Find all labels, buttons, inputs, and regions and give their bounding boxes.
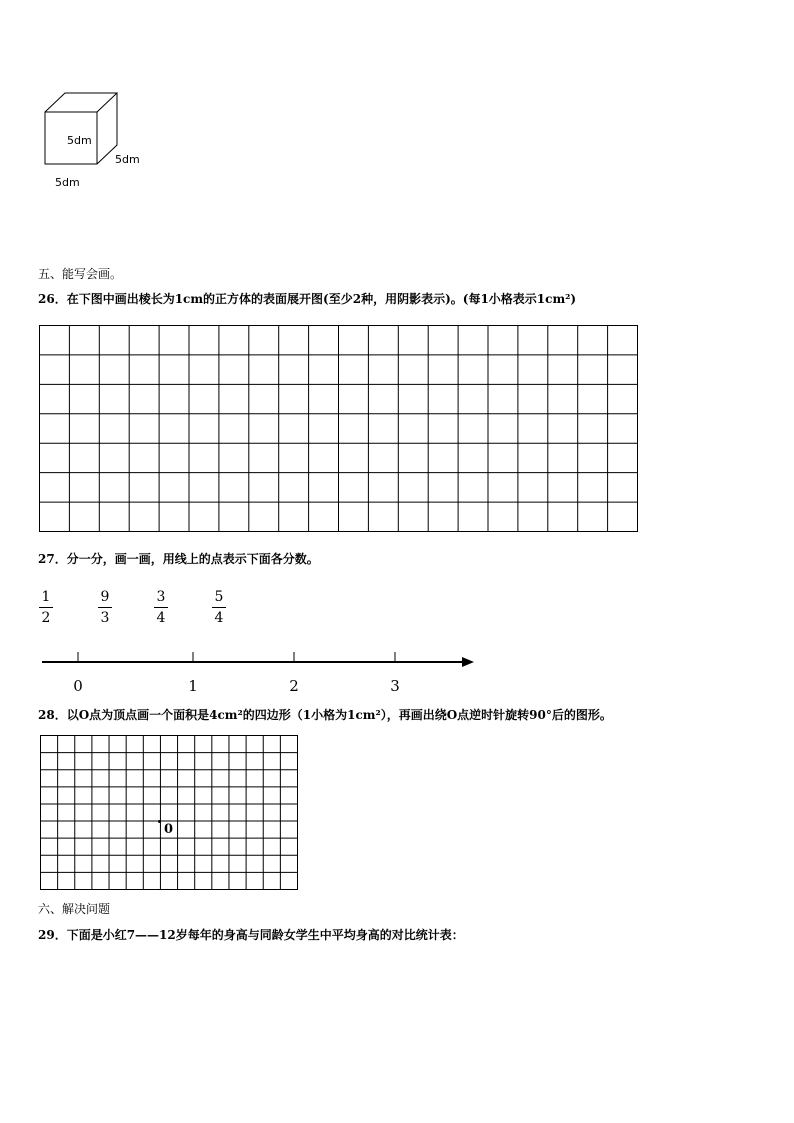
fraction-3-numerator: 3 — [156, 589, 166, 605]
fraction-4-denominator: 4 — [214, 610, 224, 626]
fraction-2 — [98, 589, 112, 626]
cube-top-face — [45, 93, 117, 112]
question-29-text: 29．下面是小红7——12岁每年的身高与同龄女学生中平均身高的对比统计表： — [38, 928, 464, 942]
cube-figure — [44, 92, 164, 172]
section-six-heading: 六、解决问题 — [38, 902, 111, 916]
fraction-3 — [154, 589, 168, 626]
cube-side-label: 5dm — [115, 153, 140, 166]
cube-right-face — [97, 93, 117, 164]
question-26-text: 26．在下图中画出棱长为1cm的正方体的表面展开图(至少2种，用阴影表示)。(每1小格表示1cm²) — [38, 292, 577, 306]
fraction-1-numerator: 1 — [41, 589, 51, 605]
fraction-2-numerator: 9 — [100, 589, 110, 605]
fraction-2-denominator: 3 — [100, 610, 110, 626]
number-line[interactable] — [40, 652, 480, 672]
number-line-label-0: 0 — [73, 677, 83, 695]
question-26-grid[interactable] — [39, 325, 638, 532]
number-line-arrow — [462, 657, 474, 667]
point-o-label: 0 — [164, 822, 174, 837]
cube-front-label: 5dm — [67, 134, 92, 147]
fraction-1-denominator: 2 — [41, 610, 51, 626]
fraction-2-bar — [98, 607, 112, 608]
fraction-4 — [212, 589, 226, 626]
number-line-label-2: 2 — [289, 677, 299, 695]
fraction-1-bar — [39, 607, 53, 608]
fraction-4-numerator: 5 — [214, 589, 224, 605]
cube-bottom-label: 5dm — [55, 176, 80, 189]
question-27-text: 27．分一分，画一画，用线上的点表示下面各分数。 — [38, 552, 319, 566]
point-o-marker — [158, 820, 161, 823]
question-28-grid[interactable] — [40, 735, 298, 890]
section-five-heading: 五、能写会画。 — [38, 267, 123, 281]
fraction-4-bar — [212, 607, 226, 608]
number-line-label-3: 3 — [390, 677, 400, 695]
number-line-label-1: 1 — [188, 677, 198, 695]
fraction-1 — [39, 589, 53, 626]
question-28-text: 28．以O点为顶点画一个面积是4cm²的四边形（1小格为1cm²），再画出绕O点逆时针旋转90°后的图形。 — [38, 708, 612, 722]
fraction-3-denominator: 4 — [156, 610, 166, 626]
fraction-3-bar — [154, 607, 168, 608]
